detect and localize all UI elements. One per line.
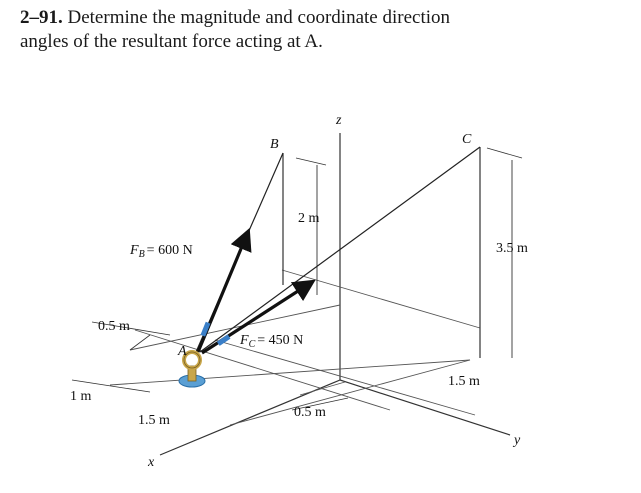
- dim-2m-label: 2 m: [298, 211, 320, 226]
- dim-15m-left-label: 1.5 m: [138, 413, 170, 428]
- point-A-label: A: [178, 344, 187, 359]
- dim-35m-label: 3.5 m: [496, 241, 528, 256]
- problem-number: 2–91.: [20, 7, 63, 28]
- dim-1m-label: 1 m: [70, 389, 92, 404]
- point-B-label: B: [270, 137, 279, 152]
- force-FC-label: $F_C = 450$ N: [240, 333, 304, 350]
- problem-text-line1: Determine the magnitude and coordinate direction: [67, 7, 450, 28]
- point-C-label: C: [462, 132, 472, 147]
- problem-text-line2: angles of the resultant force acting at A.: [20, 31, 323, 52]
- dim-05m-left-label: 0.5 m: [98, 319, 130, 334]
- z-axis-label: z: [336, 113, 342, 128]
- force-FB-label: $F_B = 600$ N: [130, 243, 193, 260]
- y-axis-label: y: [514, 433, 521, 448]
- dim-15m-right-label: 1.5 m: [448, 374, 480, 389]
- x-axis-label: x: [148, 455, 155, 470]
- dim-05m-bottom-label: 0.5 m: [294, 405, 326, 420]
